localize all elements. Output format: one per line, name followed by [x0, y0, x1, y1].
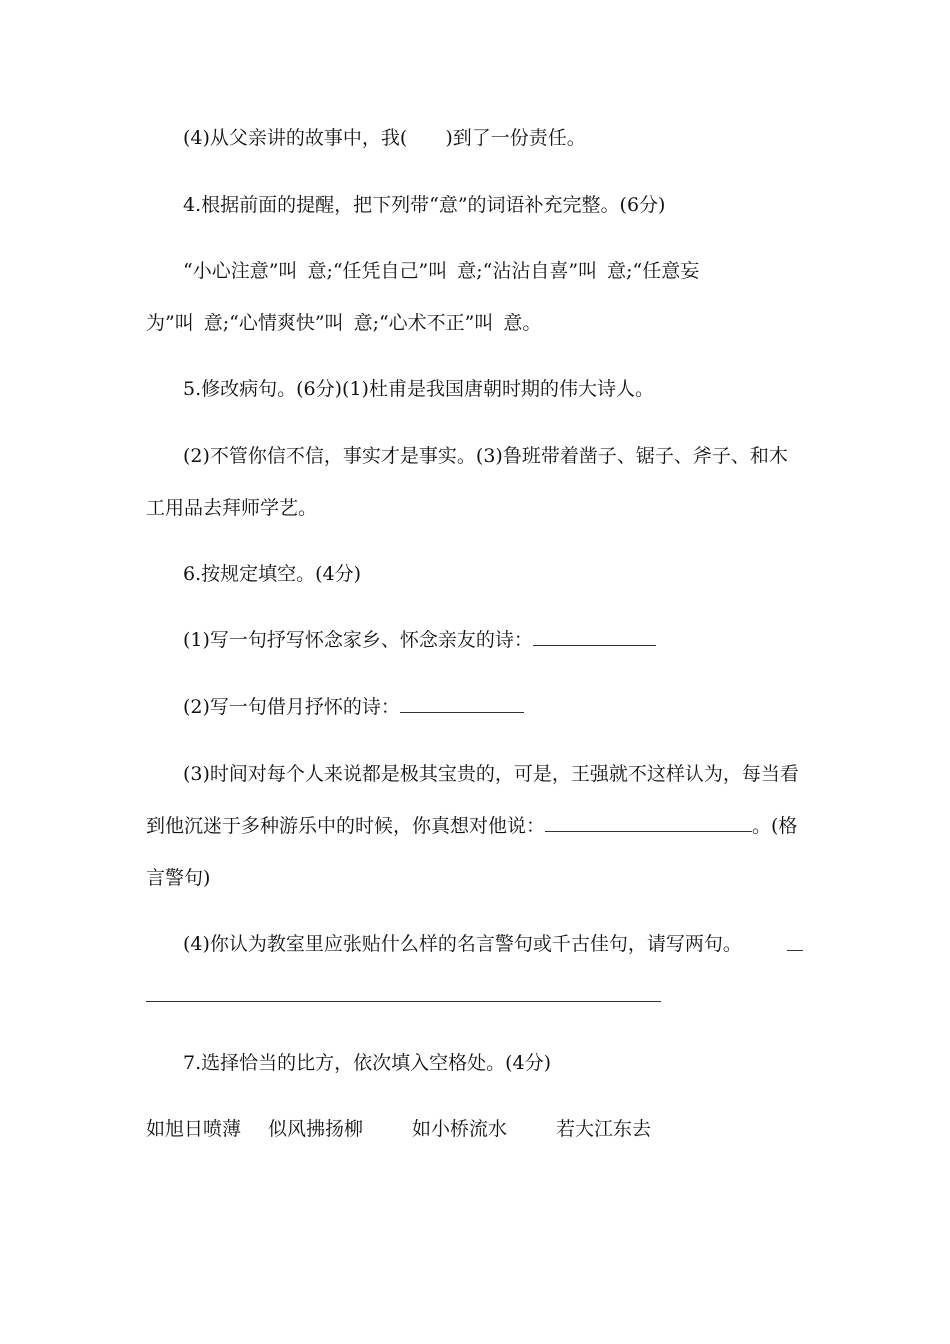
q4-term-4: 意;“任意妄 [607, 260, 700, 282]
question-4-line1 [183, 259, 699, 283]
q4-term-4b: 为”叫 [146, 312, 194, 334]
answer-line[interactable] [545, 817, 752, 832]
option-3: 如小桥流水 [412, 1118, 508, 1140]
q4-term-6: 意;“心术不正”叫 [353, 312, 494, 334]
question-5-line3: 工用品去拜师学艺。 [146, 497, 318, 519]
answer-line[interactable] [533, 631, 656, 646]
option-2: 似风拂扬柳 [268, 1118, 364, 1140]
q4-term-2: 意;“任凭自己”叫 [307, 260, 448, 282]
q6-1-text: (1)写一句抒写怀念家乡、怀念亲友的诗： [183, 629, 533, 651]
answer-line[interactable] [146, 1001, 661, 1002]
question-6-title: 6.按规定填空。(4分) [183, 563, 362, 585]
q6-3-text: 到他沉迷于多种游乐中的时候，你真想对他说： [146, 815, 546, 837]
q4-term-5: 意;“心情爽快”叫 [203, 312, 344, 334]
q6-2-text: (2)写一句借月抒怀的诗： [183, 696, 400, 718]
question-4-title: 4.根据前面的提醒，把下列带“意”的词语补充完整。(6分) [183, 194, 666, 216]
answer-line[interactable] [400, 698, 524, 713]
question-5-line2: (2)不管你信不信，事实才是事实。(3)鲁班带着凿子、锯子、斧子、和木 [183, 445, 788, 467]
question-6-3-line3: 言警句) [146, 867, 211, 889]
question-5-title: 5.修改病句。(6分)(1)杜甫是我国唐朝时期的伟大诗人。 [183, 378, 654, 400]
q4-term-3: 意;“沾沾自喜”叫 [457, 260, 598, 282]
question-7-title: 7.选择恰当的比方，依次填入空格处。(4分) [183, 1052, 552, 1074]
q4-term-1: “小心注意”叫 [183, 260, 298, 282]
option-1: 如旭日喷薄 [146, 1118, 242, 1140]
answer-line-start[interactable] [787, 950, 803, 951]
q4-term-end: 意。 [503, 312, 542, 334]
q3-4-before: (4)从父亲讲的故事中，我( [183, 127, 408, 149]
question-3-4 [183, 126, 586, 150]
question-4-line2 [146, 311, 541, 335]
question-6-1 [183, 628, 656, 652]
question-6-4: (4)你认为教室里应张贴什么样的名言警句或千古佳句，请写两句。 [183, 933, 742, 955]
question-6-3-line2 [146, 814, 797, 838]
option-4: 若大江东去 [556, 1118, 652, 1140]
question-6-3-line1: (3)时间对每个人来说都是极其宝贵的，可是，王强就不这样认为，每当看 [183, 763, 799, 785]
question-6-2 [183, 695, 524, 719]
q3-4-after: )到了一份责任。 [445, 127, 586, 149]
q6-3-after: 。(格 [752, 815, 798, 837]
